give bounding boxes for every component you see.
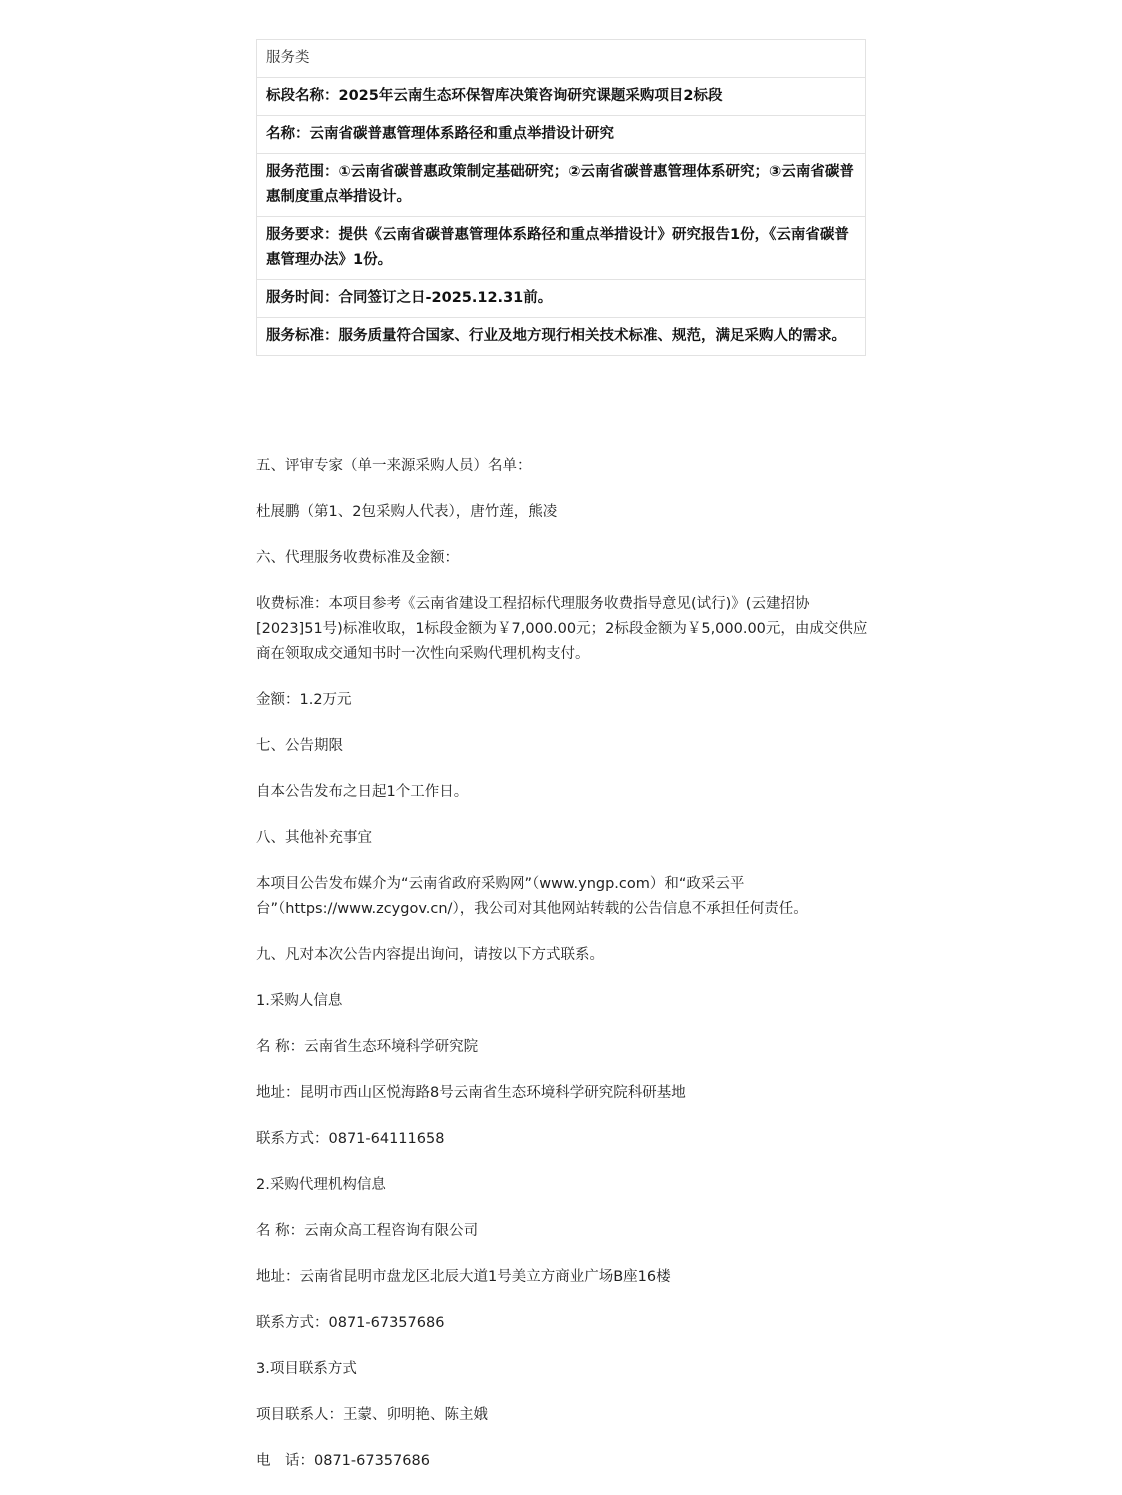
agency-address: 地址：云南省昆明市盘龙区北辰大道1号美立方商业广场B座16楼 [256, 1269, 671, 1285]
table-row [257, 280, 866, 318]
table-cell-service-time: 服务时间：合同签订之日-2025.12.31前。 [257, 280, 866, 318]
section-heading-agency-fee: 六、代理服务收费标准及金额： [256, 550, 459, 566]
table-cell-service-category: 服务类 [257, 40, 866, 78]
publication-media-text: 本项目公告发布媒介为“云南省政府采购网”（www.yngp.com）和“政采云平台”（https://www.zcygov.cn/），我公司对其他网站转载的公告信息不承担任何责任。 [256, 876, 808, 917]
agency-info-heading: 2.采购代理机构信息 [256, 1177, 386, 1193]
purchaser-name: 名 称：云南省生态环境科学研究院 [256, 1039, 479, 1055]
purchaser-info-heading: 1.采购人信息 [256, 993, 343, 1009]
project-contact-persons: 项目联系人：王蒙、卯明艳、陈主娥 [256, 1407, 488, 1423]
agency-name: 名 称：云南众高工程咨询有限公司 [256, 1223, 479, 1239]
table-row [257, 78, 866, 116]
agency-phone: 联系方式：0871-67357686 [256, 1315, 445, 1331]
table-cell-service-standard: 服务标准：服务质量符合国家、行业及地方现行相关技术标准、规范，满足采购人的需求。 [257, 318, 866, 356]
review-experts-list: 杜展鹏（第1、2包采购人代表），唐竹莲，熊凌 [256, 504, 558, 520]
service-spec-table [256, 39, 866, 356]
purchaser-address: 地址：昆明市西山区悦海路8号云南省生态环境科学研究院科研基地 [256, 1085, 686, 1101]
table-row [257, 116, 866, 154]
fee-standard-text: 收费标准：本项目参考《云南省建设工程招标代理服务收费指导意见(试行)》(云建招协[2023]51号)标准收取，1标段金额为￥7,000.00元；2标段金额为￥5,000.00元，由成交供应商在领取成交通知书时一次性向采购代理机构支付。 [256, 596, 868, 662]
table-row [257, 154, 866, 217]
table-cell-lot-name: 标段名称：2025年云南生态环保智库决策咨询研究课题采购项目2标段 [257, 78, 866, 116]
purchaser-phone: 联系方式：0871-64111658 [256, 1131, 445, 1147]
table-row [257, 217, 866, 280]
fee-amount-text: 金额：1.2万元 [256, 692, 352, 708]
section-heading-other-matters: 八、其他补充事宜 [256, 830, 372, 846]
table-cell-service-scope: 服务范围：①云南省碳普惠政策制定基础研究；②云南省碳普惠管理体系研究；③云南省碳普惠制度重点举措设计。 [257, 154, 866, 217]
section-heading-announcement-period: 七、公告期限 [256, 738, 343, 754]
table-cell-project-name: 名称：云南省碳普惠管理体系路径和重点举措设计研究 [257, 116, 866, 154]
table-row [257, 318, 866, 356]
table-row [257, 40, 866, 78]
spec-table-container [256, 39, 866, 356]
project-contact-heading: 3.项目联系方式 [256, 1361, 357, 1377]
announcement-body [256, 454, 870, 1495]
section-heading-contact: 九、凡对本次公告内容提出询问，请按以下方式联系。 [256, 947, 604, 963]
announcement-period-text: 自本公告发布之日起1个工作日。 [256, 784, 469, 800]
table-cell-service-requirements: 服务要求：提供《云南省碳普惠管理体系路径和重点举措设计》研究报告1份，《云南省碳普惠管理办法》1份。 [257, 217, 866, 280]
project-contact-phone: 电 话：0871-67357686 [256, 1453, 430, 1469]
section-heading-review-experts: 五、评审专家（单一来源采购人员）名单： [256, 458, 532, 474]
